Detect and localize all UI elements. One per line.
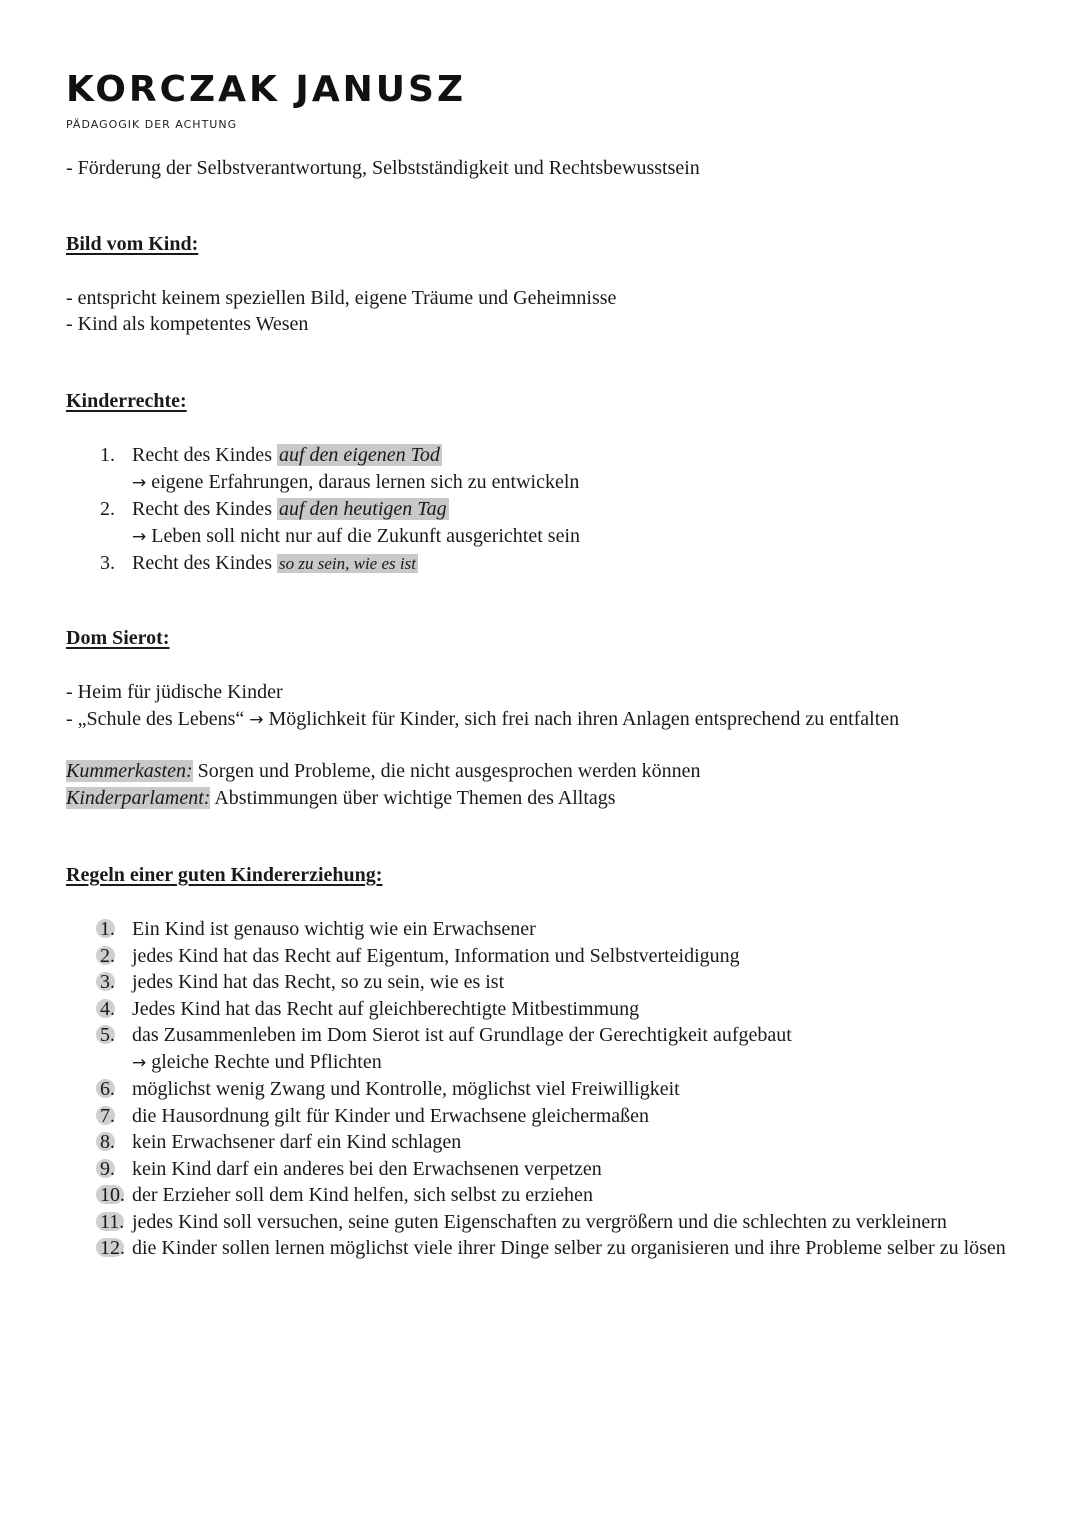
list-item (100, 496, 580, 550)
heading-dom-sierot: Dom Sierot: (66, 627, 170, 649)
page-title: KORCZAK JANUSZ (66, 69, 467, 110)
kummerkasten-label: Kummerkasten: (66, 760, 193, 782)
item-text: das Zusammenleben im Dom Sierot ist auf Grundlage der Gerechtigkeit aufgebaut (132, 1024, 792, 1046)
highlight-text: so zu sein, wie es ist (278, 554, 416, 573)
item-number: 3. (100, 971, 115, 993)
dom-line-2-text: Möglichkeit für Kinder, sich frei nach ihren Anlagen entsprechend zu entfalten (268, 708, 900, 730)
regeln-list (100, 916, 1006, 1262)
item-number: 7. (100, 1104, 115, 1127)
item-text: Ein Kind ist genauso wichtig wie ein Erwachsener (132, 918, 536, 940)
heading-regeln: Regeln einer guten Kindererziehung: (66, 864, 383, 886)
item-number: 9. (100, 1157, 115, 1180)
arrow-right-icon: → (132, 526, 147, 547)
heading-kinderrechte: Kinderrechte: (66, 390, 187, 412)
item-number: 4. (100, 997, 115, 1020)
highlight-text: auf den heutigen Tag (278, 498, 447, 520)
item-number: 2. (100, 944, 115, 967)
list-item (100, 1235, 1006, 1262)
item-text: die Kinder sollen lernen möglichst viele ihrer Dinge selber zu organisieren und ihre Probleme selber zu lösen (132, 1237, 1006, 1259)
kinderparlament-line (66, 785, 616, 812)
item-text: Jedes Kind hat das Recht auf gleichberechtigte Mitbestimmung (132, 997, 640, 1020)
item-number: 12. (100, 1237, 125, 1259)
list-item (100, 1156, 1006, 1183)
kummerkasten-text: Sorgen und Probleme, die nicht ausgesprochen werden können (197, 760, 701, 782)
bild-line-1: - entspricht keinem speziellen Bild, eigene Träume und Geheimnisse (66, 287, 617, 309)
list-item (100, 1022, 1006, 1076)
item-text: jedes Kind hat das Recht auf Eigentum, Information und Selbstverteidigung (132, 944, 740, 967)
arrow-right-icon: → (132, 1052, 147, 1073)
heading-bild-vom-kind: Bild vom Kind: (66, 233, 199, 255)
item-text: jedes Kind hat das Recht, so zu sein, wie es ist (132, 971, 505, 993)
kinderrechte-list (100, 442, 580, 578)
highlight-text: auf den eigenen Tod (278, 444, 440, 466)
item-text: möglichst wenig Zwang und Kontrolle, möglichst viel Freiwilligkeit (132, 1078, 680, 1100)
kinderparlament-label: Kinderparlament: (66, 787, 211, 809)
item-number: 10. (100, 1184, 125, 1206)
page-subtitle: PÄDAGOGIK DER ACHTUNG (66, 118, 238, 131)
kinderparlament-text: Abstimmungen über wichtige Themen des Alltags (214, 787, 616, 809)
list-item (100, 1182, 1006, 1209)
list-item (100, 1103, 1006, 1130)
item-text: kein Erwachsener darf ein Kind schlagen (132, 1131, 462, 1153)
dom-line-2 (66, 706, 899, 734)
item-number: 11. (100, 1210, 125, 1233)
list-item (100, 996, 1006, 1023)
dom-line-2-quote: - „Schule des Lebens“ (66, 708, 245, 730)
intro-line: - Förderung der Selbstverantwortung, Selbstständigkeit und Rechtsbewusstsein (66, 157, 700, 179)
item-number: 1. (100, 918, 115, 940)
item-number: 2. (100, 498, 115, 520)
item-number: 3. (100, 552, 115, 574)
list-item (100, 943, 1006, 970)
item-sub-text: eigene Erfahrungen, daraus lernen sich zu entwickeln (151, 470, 580, 493)
dom-line-1: - Heim für jüdische Kinder (66, 681, 283, 703)
bild-line-2: - Kind als kompetentes Wesen (66, 313, 309, 335)
list-item (100, 916, 1006, 943)
kummerkasten-line (66, 758, 700, 785)
item-text: jedes Kind soll versuchen, seine guten Eigenschaften zu vergrößern und die schlechten zu verkleinern (132, 1210, 947, 1233)
item-prefix: Recht des Kindes (132, 444, 272, 466)
item-prefix: Recht des Kindes (132, 498, 272, 520)
list-item (100, 550, 580, 578)
item-number: 1. (100, 444, 115, 466)
list-item (100, 1129, 1006, 1156)
item-prefix: Recht des Kindes (132, 552, 272, 574)
item-sub-text: gleiche Rechte und Pflichten (151, 1050, 382, 1073)
arrow-right-icon: → (132, 472, 147, 493)
list-item (100, 442, 580, 496)
list-item (100, 1076, 1006, 1103)
item-number: 5. (100, 1024, 115, 1046)
arrow-right-icon: → (249, 710, 264, 730)
item-text: der Erzieher soll dem Kind helfen, sich selbst zu erziehen (132, 1184, 593, 1206)
item-sub-text: Leben soll nicht nur auf die Zukunft ausgerichtet sein (151, 524, 581, 547)
list-item (100, 969, 1006, 996)
item-text: kein Kind darf ein anderes bei den Erwachsenen verpetzen (132, 1157, 602, 1180)
item-number: 8. (100, 1131, 115, 1153)
list-item (100, 1209, 1006, 1236)
item-number: 6. (100, 1078, 115, 1100)
item-text: die Hausordnung gilt für Kinder und Erwachsene gleichermaßen (132, 1104, 650, 1127)
